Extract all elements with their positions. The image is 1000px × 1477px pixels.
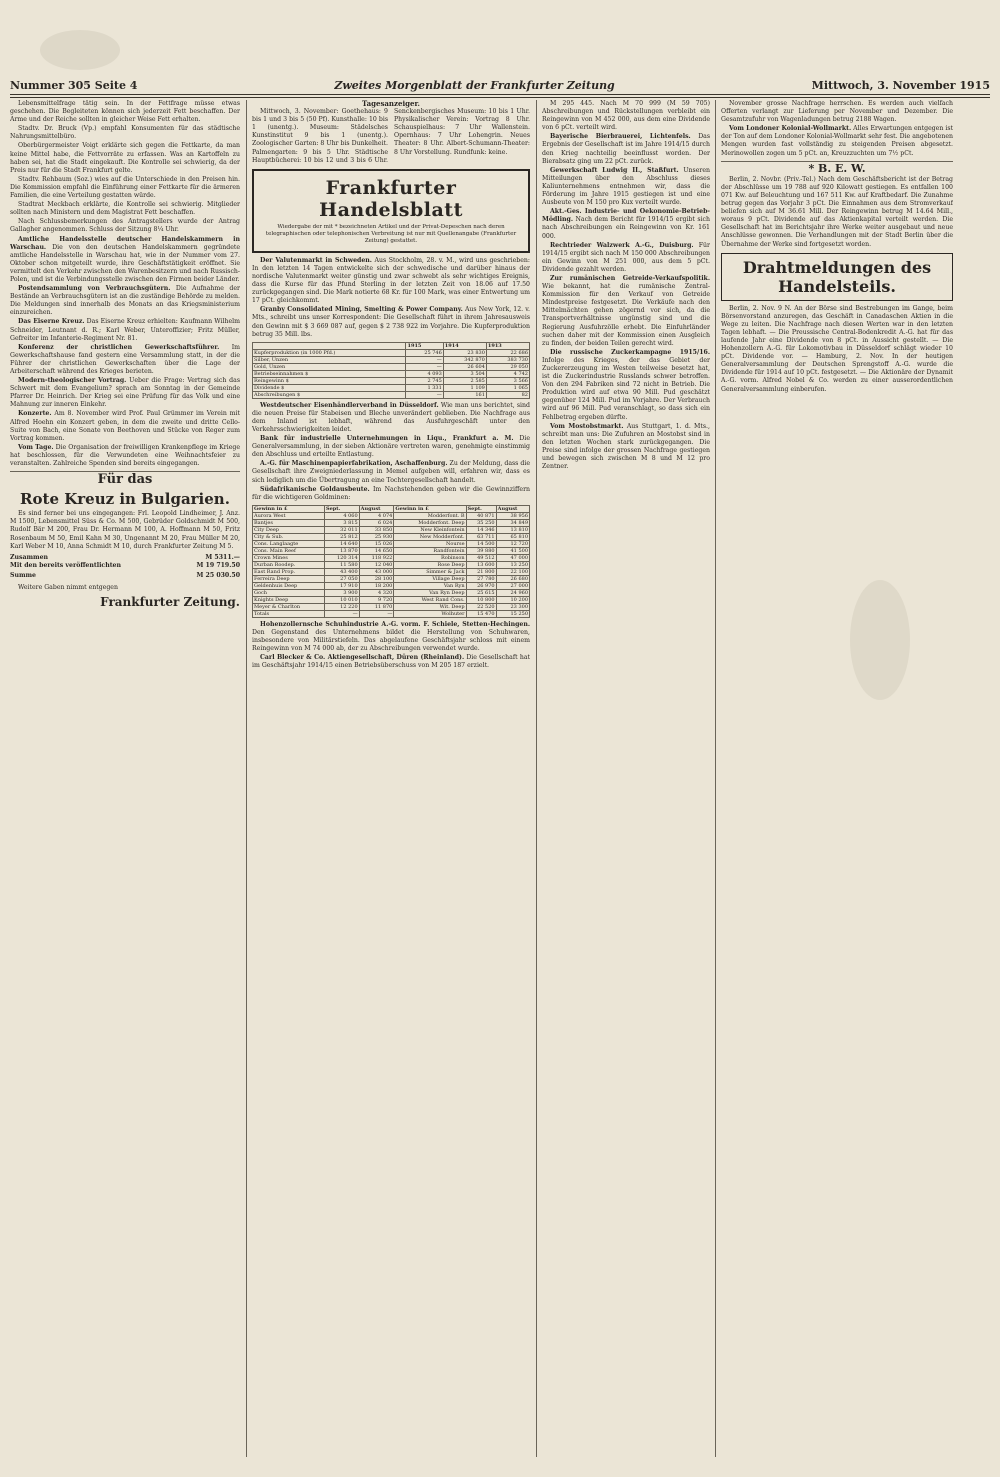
table-cell: Modderfont. Deep <box>394 519 466 526</box>
bew-text: Berlin, 2. Novbr. (Priv.-Tel.) Nach dem Geschäftsbericht ist der Betrag der Abschlüsse um 19 788 auf 920 Kilowatt gestiegen. Es entfallen 100 071 Kw. auf Beleuchtung und 167 511 Kw. auf Kraftbedarf. Die Zunahme betrug gegen das Vorjahr 3 pCt. Die Einnahmen aus dem Stromverkauf beliefen sich auf M 36.61 Mill. Der Reingewinn betrug M 14.64 Mill., woraus 9 pCt. Dividende auf das Aktienkapital verteilt werden. Die Gesellschaft hat im Berichtsjahr ihre Werke weiter ausgebaut und neue Anschlüsse gewonnen. Die Verhandlungen mit der Stadt Berlin über die Übernahme der Werke sind fortgesetzt worden. <box>721 175 953 248</box>
article-title: Bank für industrielle Unternehmungen in Liqu., Frankfurt a. M. <box>260 435 514 443</box>
article <box>10 285 240 317</box>
table-cell: 12 040 <box>359 561 394 568</box>
table-row <box>253 363 530 370</box>
header-rule <box>10 94 990 95</box>
table-cell: 26 604 <box>443 363 486 370</box>
article-text: Zu der Meldung, dass die Gesellschaft ihre Zweigniederlassung in Memel aufgeben will, erfahren wir, dass es sich lediglich um die Übertragung an eine Tochtergesellschaft handelt. <box>252 460 530 484</box>
table-row <box>253 540 530 547</box>
table-cell: City Deep <box>253 526 325 533</box>
table-cell: Simmer & Jack <box>394 568 466 575</box>
article-title: Bayerische Bierbrauerei, Lichtenfels. <box>550 133 691 141</box>
donation-headline: Rote Kreuz in Bulgarien. <box>20 490 230 509</box>
bew-title: * B. E. W. <box>808 161 866 175</box>
table-header-cell: August <box>359 505 394 512</box>
article-text: Das Eiserne Kreuz erhielten: Kaufmann Wilhelm Schneider, Leutnant d. R.; Karl Weber, Unteroffizier; Fritz Müller, Gefreiter im Infanterie-Regiment Nr. 81. <box>10 318 240 342</box>
table-header-cell: Sept. <box>324 505 359 512</box>
table-cell: 12 220 <box>324 603 359 610</box>
donation-text: Es sind ferner bei uns eingegangen: Frl. Leopold Lindheimer, J. Anz. M 1500, Lebensmittel Süss & Co. M 500, Gebrüder Goldschmidt M 500, Rudolf Bär M 200, Frau Dr. Hermann M 100, A. Hoffmann M 50, Fritz Rosenbaum M 50, Emil Kahn M 30, Ungenannt M 20, Frau Müller M 20, Karl Weber M 10, Anna Schmidt M 10, durch Frankfurter Zeitung M 5. <box>10 510 240 550</box>
article-title: Granby Consolidated Mining, Smelting & Power Company. <box>260 306 463 314</box>
column-rule <box>536 100 537 1457</box>
article-title: Hohenzollernsche Schuhindustrie A.-G. vorm. F. Schiele, Stetten-Hechingen. <box>260 620 530 628</box>
table-cell: 27 050 <box>324 575 359 582</box>
table-cell: 1 109 <box>443 384 486 391</box>
table-cell: 13 250 <box>496 561 529 568</box>
donation-sum-row <box>10 554 240 562</box>
table-cell: 26 680 <box>496 575 529 582</box>
table-cell: 22 520 <box>466 603 496 610</box>
table-row <box>253 526 530 533</box>
article-text: Infolge des Krieges, der das Gebiet der Zuckererzeugung im Westen teilweise besetzt hat, ist die Zuckerindustrie Russlands schwer betroffen. Von den 294 Fabriken sind 72 nicht in Betrieb. Die Produktion wird auf etwa 90 Mill. Pud geschätzt gegenüber 124 Mill. Pud im Vorjahre. Der Verbrauch wird auf 96 Mill. Pud veranschlagt, so dass sich ein Fehlbetrag ergeben dürfte. <box>542 356 710 421</box>
table-row <box>253 561 530 568</box>
article-text: Aus Stockholm, 28. v. M., wird uns geschrieben: In den letzten 14 Tagen entwickelte sich der schwedische und darüber hinaus der nordische Valutenmarkt weiter günstig und zwar schwebt als sehr wichtiges Ereignis, dass die Kurse für das Pfund Sterling in der letzten Zeit von 18.06 auf 17.50 zurückgegangen sind. Die Mark notierte 68 Kr. für 100 Mark, was einer Entwertung um 17 pCt. gleichkommt. <box>252 256 530 305</box>
article <box>252 306 530 338</box>
sum-value: M 5311.— <box>205 553 240 561</box>
article-text: Stadtrat Meckbach erklärte, die Kontrolle sei schwierig. Mitglieder sollten nach Ministern und dem Magistrat Fett beschaffen. <box>10 201 240 217</box>
column-1-articles <box>10 100 240 468</box>
table-cell: 24 960 <box>496 589 529 596</box>
table-cell: 15 026 <box>359 540 394 547</box>
table-cell: Cons. Langlaagte <box>253 540 325 547</box>
article-text: Für 1914/15 ergibt sich nach M 150 000 Abschreibungen ein Gewinn von M 251 000, aus dem 5 pCt. Dividende gezahlt werden. <box>542 241 710 273</box>
granby-table <box>252 342 530 399</box>
table-cell: New Modderfont. <box>394 533 466 540</box>
table-cell: 25 812 <box>324 533 359 540</box>
table-cell: 23 830 <box>443 349 486 356</box>
table-header-cell: Gewinn in £ <box>394 505 466 512</box>
article <box>542 242 710 274</box>
article <box>252 402 530 434</box>
table-cell: 11 870 <box>359 603 394 610</box>
article-text: Die Organisation der freiwilligen Krankenpflege im Kriege hat beschlossen, für die Verwundeten eine Weihnachtsfeier zu veranstalten. Zahlreiche Spenden sind bereits eingegangen. <box>10 443 240 468</box>
article-text: Lebensmittelfrage tätig sein. In der Fettfrage müsse etwas geschehen. Die Begleiteten können sich jederzeit Fett beschaffen. Der Arme und der Reiche sollten in gleicher Weise Fett erhalten. <box>10 100 240 124</box>
table-cell: 32 011 <box>324 526 359 533</box>
table-cell: Village Deep <box>394 575 466 582</box>
table-row <box>253 589 530 596</box>
table-cell: 10 800 <box>466 596 496 603</box>
table-cell: 40 871 <box>466 512 496 519</box>
article-text: Am 8. November wird Prof. Paul Grümmer im Verein mit Alfred Hoehn ein Konzert geben, in dem die zweite und dritte Cello-Suite von Bach, eine Sonate von Beethoven und Stücke von Reger zum Vortrag kommen. <box>10 410 240 442</box>
column-4-articles <box>721 125 953 157</box>
table-cell: 120 314 <box>324 554 359 561</box>
table-row <box>253 568 530 575</box>
table-cell: — <box>406 356 443 363</box>
handelsblatt-note: Wiedergabe der mit * bezeichneten Artikel und der Privat-Depeschen nach deren telegraphischen oder telephonischen Verbreitung ist nur mit Quellenangabe (Frankfurter Zeitung) gestattet. <box>265 223 517 244</box>
table-row <box>253 547 530 554</box>
table-cell: 14 346 <box>466 526 496 533</box>
article <box>542 423 710 472</box>
tagesanzeiger-title: Tagesanzeiger. <box>362 100 420 108</box>
table-cell: 3 900 <box>324 589 359 596</box>
table-cell: Modderfont. B <box>394 512 466 519</box>
table-cell: 39 880 <box>466 547 496 554</box>
sum-label: Zusammen <box>10 553 49 561</box>
table-cell: 43 000 <box>359 568 394 575</box>
article <box>252 257 530 306</box>
article-text: Oberbürgermeister Voigt erklärte sich gegen die Fettkarte, da man keine Mittel habe, die Fettvorräte zu erfassen. Was an Kartoffeln zu haben sei, hat die Stadt eingekauft. Die Kontrolle sei schwierig, da der Preis nur für die Stadt Frankfurt gelte. <box>10 142 240 174</box>
table-cell: 10 010 <box>324 596 359 603</box>
table-cell: Abschreibungen $ <box>253 391 406 398</box>
table-header-row <box>253 505 530 512</box>
column-rule <box>715 100 716 1457</box>
table-cell: 2 585 <box>443 377 486 384</box>
handelsblatt-banner <box>252 169 530 253</box>
table-cell: East Rand Prop. <box>253 568 325 575</box>
sum-label: Mit den bereits veröffentlichten <box>10 561 121 569</box>
table-cell: Dividende $ <box>253 384 406 391</box>
table-cell: 18 200 <box>359 582 394 589</box>
article <box>10 377 240 409</box>
table-header-cell: 1915 <box>406 342 443 349</box>
table-cell: Knights Deep <box>253 596 325 603</box>
column-2-articles-2 <box>252 402 530 502</box>
article-title: A.-G. für Maschinenpapierfabrikation, Aschaffenburg. <box>260 460 448 468</box>
table-cell: 43 400 <box>324 568 359 575</box>
table-row <box>253 554 530 561</box>
table-cell: 14 640 <box>324 540 359 547</box>
article <box>542 133 710 165</box>
table-cell: 383 730 <box>486 356 529 363</box>
article <box>542 208 710 240</box>
article <box>10 201 240 217</box>
article-text: Die Aufnahme der Bestände an Verbrauchsgütern ist an die zuständige Behörde zu melden. Die Meldungen sind innerhalb des Monats an das Kriegsministerium einzureichen. <box>10 285 240 317</box>
table-cell: New Kleinfontein <box>394 526 466 533</box>
table-cell: 25 930 <box>359 533 394 540</box>
table-row <box>253 596 530 603</box>
paper-stain <box>40 30 120 70</box>
donation-signature: Frankfurter Zeitung. <box>100 595 240 610</box>
table-cell: Van Ryn Deep <box>394 589 466 596</box>
sum-value: M 19 719.50 <box>196 561 240 569</box>
table-row <box>253 603 530 610</box>
table-cell: 15 250 <box>496 610 529 617</box>
article <box>542 275 710 348</box>
table-cell: Wolhuter <box>394 610 466 617</box>
table-cell: Meyer & Charlton <box>253 603 325 610</box>
table-cell: 1 065 <box>486 384 529 391</box>
table-header-cell: 1913 <box>486 342 529 349</box>
table-cell: 33 850 <box>359 526 394 533</box>
table-cell: 29 050 <box>486 363 529 370</box>
article <box>542 100 710 132</box>
article <box>721 125 953 157</box>
table-cell: 4 320 <box>359 589 394 596</box>
article-text: Den Gegenstand des Unternehmens bildet die Herstellung von Schuhwaren, insbesondere von Militärstiefeln. Das abgelaufene Geschäftsjahr schloss mit einem Reingewinn von M 74 000 ab, der zu Abschreibungen verwendet wurde. <box>252 628 530 653</box>
table-cell: 3 815 <box>324 519 359 526</box>
table-body <box>253 349 530 398</box>
article-title: Konferenz der christlichen Gewerkschaftsführer. <box>18 343 220 351</box>
table-cell: 82 <box>486 391 529 398</box>
donation-block <box>10 472 240 610</box>
table-cell: Goch <box>253 589 325 596</box>
table-cell: 9 720 <box>359 596 394 603</box>
gold-output-table <box>252 505 530 618</box>
article-title: Die russische Zuckerkampagne 1915/16. <box>550 348 710 356</box>
table-cell: — <box>406 391 443 398</box>
table-cell: 27 000 <box>496 582 529 589</box>
article-text: Stadtv. Rehbaum (Soz.) wies auf die Unterschiede in den Preisen hin. Die Kommission empfahl die Einführung einer Fettkarte für die ärmeren Familien, die eine Verteilung gestatten würde. <box>10 175 240 200</box>
table-row <box>253 533 530 540</box>
table-cell: Reingewinn $ <box>253 377 406 384</box>
article <box>252 486 530 502</box>
article-title: Vom Tage. <box>18 443 54 451</box>
article-text: Aus New York, 12. v. Mts., schreibt uns unser Korrespondent: Die Gesellschaft führt in ihrem Jahresausweis den Gewinn mit $ 3 669 087 auf, gegen $ 2 738 922 im Vorjahre. Die Kupferproduktion betrug 35 Mill. lbs. <box>252 306 530 338</box>
article-text: Die Gesellschaft hat im Geschäftsjahr 1914/15 einen Betriebsüberschuss von M 205 187 erzielt. <box>252 654 530 670</box>
article-text: Alles Erwartungen entgegen ist der Ton auf dem Londoner Kolonial-Wollmarkt sehr fest. Die angebotenen Mengen wurden fast vollständig zu steigenden Preisen abgesetzt. Merinowollen zogen um 5 pCt. an, Kreuzzuchten um 7½ pCt. <box>721 125 953 157</box>
table-cell: Geldenhuis Deep <box>253 582 325 589</box>
issue-number: Nummer 305 Seite 4 <box>10 78 138 92</box>
table-row <box>253 377 530 384</box>
article <box>542 349 710 422</box>
article <box>252 621 530 653</box>
table-row <box>253 512 530 519</box>
article-title: Westdeutscher Eisenhändlerverband in Düsseldorf. <box>260 401 439 409</box>
table-row <box>253 391 530 398</box>
issue-date: Mittwoch, 3. November 1915 <box>811 78 990 92</box>
column-2-articles-3 <box>252 621 530 671</box>
table-cell: Totals <box>253 610 325 617</box>
table-cell: — <box>406 363 443 370</box>
table-cell: 10 200 <box>496 596 529 603</box>
column-rule <box>246 100 247 1457</box>
table-cell: 4 060 <box>324 512 359 519</box>
table-cell: 161 <box>443 391 486 398</box>
table-cell: 25 746 <box>406 349 443 356</box>
table-cell: 14 650 <box>359 547 394 554</box>
tagesanzeiger-text: Mittwoch, 3. November: Goethehaus: 9 bis 1 und 3 bis 5 (50 Pf). Kunsthalle: 10 bis 1 (unentg.). Museum: Städelsches Kunstinstitut 9 bis 1 (unentg.). Zoologischer Garten: 8 Uhr bis Dunkelheit. Palmengarten: 9 bis 5 Uhr. Städtische Hauptbücherei: 10 bis 12 und 3 bis 6 Uhr. Senckenbergisches Museum: 10 bis 1 Uhr. Physikalischer Verein: Vortrag 8 Uhr. Schauspielhaus: 7 Uhr Wallenstein. Opernhaus: 7 Uhr Lohengrin. Neues Theater: 8 Uhr. Albert-Schumann-Theater: 8 Uhr Vorstellung. Rundfunk: keine. <box>252 108 530 164</box>
column-3-articles <box>542 100 710 471</box>
table-cell: Robinson <box>394 554 466 561</box>
table-cell: 25 615 <box>466 589 496 596</box>
table-cell: 41 500 <box>496 547 529 554</box>
donation-sum-row <box>10 562 240 570</box>
article-title: Carl Blecker & Co. Aktiengesellschaft, Düren (Rheinland). <box>260 654 465 662</box>
table-cell: 47 000 <box>496 554 529 561</box>
table-cell: 6 024 <box>359 519 394 526</box>
page-header <box>10 78 990 92</box>
article <box>10 176 240 200</box>
drahtmeldungen-title: Drahtmeldungen des Handelsteils. <box>742 257 932 296</box>
table-cell: Rose Deep <box>394 561 466 568</box>
table-row <box>253 610 530 617</box>
table-row <box>253 582 530 589</box>
table-cell: Ferreira Deep <box>253 575 325 582</box>
col4-intro: November grosse Nachfrage herrschen. Es werden auch vielfach Offerten verlangt zur Lieferung per November und Dezember. Die Gesamtzufuhr von Wagenladungen betrug 2188 Wagen. <box>721 100 953 124</box>
table-cell: 26 970 <box>466 582 496 589</box>
article-text: Ueber die Frage: Vertrag sich das Schwert mit dem Evangelium? sprach am Sonntag in der Gemeinde Pfarrer Dr. Heinrich. Der Krieg sei eine Prüfung für das Volk und eine Mahnung zur inneren Einkehr. <box>10 377 240 409</box>
table-cell: — <box>324 610 359 617</box>
article <box>252 435 530 459</box>
article-text: Das Ergebnis der Gesellschaft ist im Jahre 1914/15 durch den Krieg nachteilig beeinflusst worden. Der Bierabsatz ging um 22 pCt. zurück. <box>542 133 710 165</box>
table-cell: 13 600 <box>466 561 496 568</box>
table-header-cell <box>253 342 406 349</box>
table-cell: Durban Roodep. <box>253 561 325 568</box>
table-cell: Silber, Unzen <box>253 356 406 363</box>
table-row <box>253 370 530 377</box>
table-cell: 11 580 <box>324 561 359 568</box>
table-cell: 35 250 <box>466 519 496 526</box>
table-cell: 17 910 <box>324 582 359 589</box>
table-cell: Nourse <box>394 540 466 547</box>
table-cell: 3 566 <box>486 377 529 384</box>
table-cell: 4 093 <box>406 370 443 377</box>
table-cell: 23 300 <box>496 603 529 610</box>
article <box>252 460 530 484</box>
article-title: Vom Mostobstmarkt. <box>550 422 624 430</box>
table-cell: Van Ryn <box>394 582 466 589</box>
table-cell: 12 720 <box>496 540 529 547</box>
table-cell: West Rand Cons. <box>394 596 466 603</box>
article <box>10 100 240 124</box>
table-cell: 15 470 <box>466 610 496 617</box>
table-cell: 27 780 <box>466 575 496 582</box>
table-body <box>253 512 530 617</box>
table-header-cell: Gewinn in £ <box>253 505 325 512</box>
article-text: Wie man uns berichtet, sind die neuen Preise für Stabeisen und Bleche unverändert geblieben. Die Nachfrage aus dem Inland ist lebhaft, während das Ausfuhrgeschäft unter den Verkehrsschwierigkeiten leidet. <box>252 401 530 433</box>
article-text: Die Generalversammlung, in der sieben Aktionäre vertreten waren, genehmigte einstimmig den Abschluss und erteilte Entlastung. <box>252 435 530 459</box>
table-header-row <box>253 342 530 349</box>
column-4 <box>721 100 953 1460</box>
donation-sum-row <box>10 572 240 580</box>
article-text: Im Gewerkschaftshause fand gestern eine Versammlung statt, in der die Führer der christlichen Gewerkschaften über die Lage der Arbeiterschaft während des Krieges berieten. <box>10 343 240 375</box>
article-text: Die von den deutschen Handelskammern gegründete amtliche Handelsstelle in Warschau hat, wie in der Nummer vom 27. Oktober schon mitgeteilt wurde, ihre Geschäftstätigkeit eröffnet. Sie vermittelt den Verkehr zwischen den Warenbesitzern und nach Russisch-Polen, und ist die Verbindungsstelle zwischen den Firmen beider Länder. <box>10 243 240 283</box>
article <box>10 444 240 468</box>
table-cell: 21 800 <box>466 568 496 575</box>
article-title: Konzerte. <box>18 410 52 418</box>
article <box>10 125 240 141</box>
table-cell: Kupferproduktion (in 1000 Pfd.) <box>253 349 406 356</box>
table-cell: 49 512 <box>466 554 496 561</box>
article-title: Rechtrieder Walzwerk A.-G., Duisburg. <box>550 241 694 249</box>
table-row <box>253 349 530 356</box>
table-cell: 342 870 <box>443 356 486 363</box>
article-text: Stadtv. Dr. Bruck (Vp.) empfahl Konsumenten für das städtische Nahrungsmittelbüro. <box>10 125 240 141</box>
article-title: Zur rumänischen Getreide-Verkaufspolitik. <box>550 274 710 282</box>
table-cell: Bantjes <box>253 519 325 526</box>
article-title: Vom Londoner Kolonial-Wollmarkt. <box>729 125 852 133</box>
drahtmeldungen-text: Berlin, 2. Nov. 9 N. An der Börse sind Bestrebungen im Gange, beim Börsenvorstand anzuregen, das Geschäft in Canadaschen Aktien in die Wege zu leiten. Die Nachfrage nach diesen Werten war in den letzten Tagen lebhaft. — Die Preussische Central-Bodenkredit A.-G. hat für das laufende Jahr eine Dividende von 8 pCt. in Aussicht gestellt. — Die Hohenzollern A.-G. für Lokomotivbau in Düsseldorf schlägt wieder 10 pCt. Dividende vor. — Hamburg, 2. Nov. In der heutigen Generalversammlung der Deutschen Sprengstoff A.-G. wurde die Dividende für 1914 auf 10 pCt. festgesetzt. — Die Aktionäre der Dynamit A.-G. vorm. Alfred Nobel & Co. werden zu einer ausserordentlichen Generalversammlung einberufen. <box>721 304 953 393</box>
drahtmeldungen-banner <box>721 253 953 301</box>
article-title: Amtliche Handelsstelle deutscher Handelskammern in Warschau. <box>10 235 240 251</box>
table-row <box>253 356 530 363</box>
table-cell: 28 100 <box>359 575 394 582</box>
article <box>10 218 240 234</box>
column-2 <box>252 100 530 1460</box>
table-row <box>253 384 530 391</box>
donation-title: Für das <box>97 472 153 488</box>
table-cell: 34 849 <box>496 519 529 526</box>
table-cell: 1 331 <box>406 384 443 391</box>
article-text: M 295 445. Nach M 70 999 (M 59 705) Abschreibungen und Rückstellungen verbleibt ein Reingewinn von M 452 000, aus dem eine Dividende von 6 pCt. verteilt wird. <box>542 100 710 132</box>
article-text: Nach dem Bericht für 1914/15 ergibt sich nach Abschreibungen ein Reingewinn von Kr. 161 000. <box>542 216 710 240</box>
article-text: Aus Stuttgart, 1. d. Mts., schreibt man uns: Die Zufuhren an Mostobst sind in den letzten Wochen stark zurückgegangen. Die Preise sind infolge der grossen Nachfrage gestiegen und bewegen sich zwischen M 8 und M 12 pro Zentner. <box>542 422 710 471</box>
article-title: Gewerkschaft Ludwig II., Staßfurt. <box>550 166 679 174</box>
sum-label: Summe <box>10 571 36 579</box>
table-cell: 13 870 <box>324 547 359 554</box>
article <box>10 236 240 285</box>
table-cell: Wit. Deep <box>394 603 466 610</box>
table-header-cell: Sept. <box>466 505 496 512</box>
article <box>10 410 240 442</box>
table-row <box>253 575 530 582</box>
handelsblatt-title: Frankfurter Handelsblatt <box>319 176 463 221</box>
table-cell: Aurora West <box>253 512 325 519</box>
table-cell: 118 922 <box>359 554 394 561</box>
article-title: Modern-theologischer Vortrag. <box>18 377 127 385</box>
table-cell: Cons. Main Reef <box>253 547 325 554</box>
article-title: Das Eiserne Kreuz. <box>18 318 85 326</box>
article-title: Der Valutenmarkt in Schweden. <box>260 256 372 264</box>
table-cell: — <box>359 610 394 617</box>
table-header-cell: August <box>496 505 529 512</box>
article-title: Akt.-Ges. Industrie- und Oekonomie-Betrieb-Mödling. <box>542 208 710 224</box>
column-1 <box>10 100 240 1460</box>
column-3 <box>542 100 710 1460</box>
table-cell: 38 956 <box>496 512 529 519</box>
article <box>252 654 530 670</box>
table-cell: 14 500 <box>466 540 496 547</box>
table-cell: 2 745 <box>406 377 443 384</box>
donation-closing: Weitere Gaben nimmt entgegen <box>18 583 118 591</box>
table-row <box>253 519 530 526</box>
table-cell: 13 810 <box>496 526 529 533</box>
article <box>10 318 240 342</box>
table-cell: 65 810 <box>496 533 529 540</box>
sum-value: M 25 030.50 <box>196 571 240 579</box>
table-cell: Crown Mines <box>253 554 325 561</box>
table-cell: 4 074 <box>359 512 394 519</box>
table-cell: 4 742 <box>486 370 529 377</box>
article-text: Wie bekannt, hat die rumänische Zentral-Kommission für den Verkauf von Getreide Mindestpreise festgesetzt. Die Verkäufe nach den Mittelmächten gehen zögernd vor sich, da die Transportverhältnisse ungünstig sind und die Regierung Ausfuhrzölle erhebt. Die Einfuhrländer suchen daher mit der Kommission einen Ausgleich zu finden, der beiden Teilen gerecht wird. <box>542 283 710 347</box>
table-header-cell: 1914 <box>443 342 486 349</box>
table-cell: Randfontein <box>394 547 466 554</box>
article-text: Nach Schlussbemerkungen des Antragstellers wurde der Antrag Gallagher angenommen. Schluss der Sitzung 8¼ Uhr. <box>10 218 240 234</box>
table-cell: Gold, Unzen <box>253 363 406 370</box>
article-title: Postendsammlung von Verbrauchsgütern. <box>18 285 171 293</box>
header-rule-thin <box>10 97 990 98</box>
table-cell: 3 504 <box>443 370 486 377</box>
table-cell: 63 711 <box>466 533 496 540</box>
article-text: Im Nachstehenden geben wir die Gewinnziffern für die wichtigeren Goldminen: <box>252 485 530 501</box>
table-cell: 22 686 <box>486 349 529 356</box>
article-title: Südafrikanische Goldausbeute. <box>260 485 370 493</box>
table-cell: City & Sub. <box>253 533 325 540</box>
article <box>10 142 240 174</box>
column-2-articles <box>252 257 530 339</box>
paper-title: Zweites Morgenblatt der Frankfurter Zeitung <box>334 78 615 92</box>
table-cell: Betriebseinnahmen $ <box>253 370 406 377</box>
article <box>542 167 710 207</box>
article-text: Unseren Mitteilungen über den Abschluss dieses Kaliunternehmens entnehmen wir, dass die Förderung im Jahre 1915 gestiegen ist und eine Ausbeute von M 150 pro Kux verteilt wurde. <box>542 166 710 207</box>
table-cell: 22 100 <box>496 568 529 575</box>
article <box>10 344 240 376</box>
